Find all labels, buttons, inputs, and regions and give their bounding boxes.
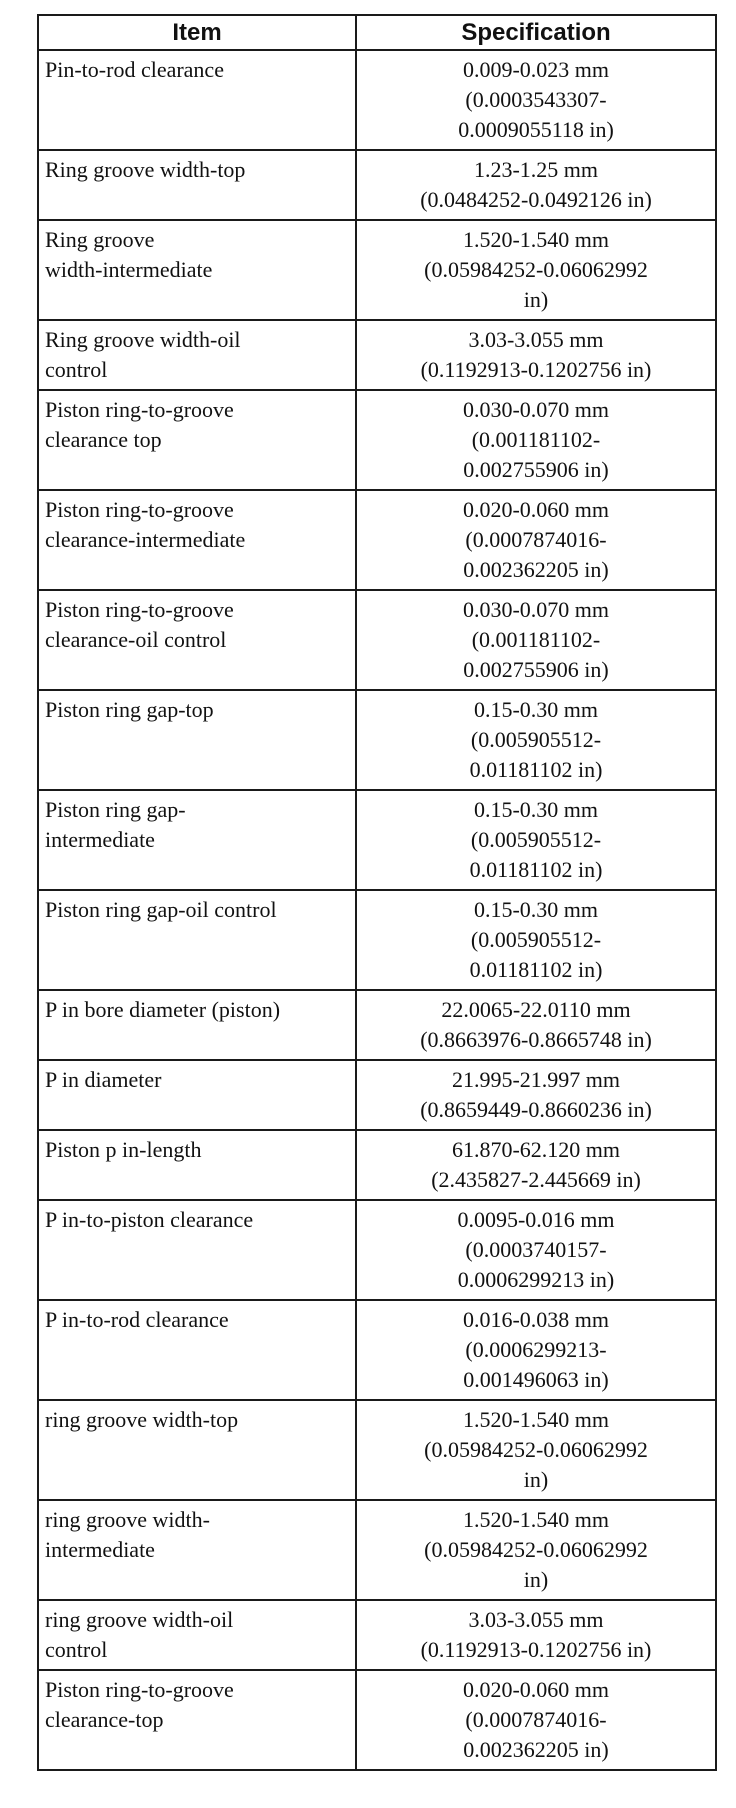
item-cell-line: clearance-intermediate [45,527,246,552]
item-cell-line: width-intermediate [45,257,213,282]
table-row [38,50,716,150]
spec-cell-line: 0.002755906 in) [463,457,609,482]
spec-cell-line: 0.001496063 in) [463,1367,609,1392]
table-row [38,320,716,390]
spec-cell [356,150,716,220]
spec-cell [356,1200,716,1300]
item-cell [38,1200,356,1300]
spec-cell [356,1130,716,1200]
spec-cell-line: 1.520-1.540 mm [462,1507,610,1532]
spec-cell-line: (0.1192913-0.1202756 in) [420,1637,652,1662]
spec-cell-line: (0.001181102- [471,427,601,452]
spec-cell-line: 0.030-0.070 mm [462,597,610,622]
item-cell [38,150,356,220]
spec-cell-line: 0.01181102 in) [469,957,603,982]
table-row [38,1670,716,1770]
item-cell-line: Piston ring-to-groove [45,597,234,622]
item-cell-line: P in-to-piston clearance [45,1207,254,1232]
spec-cell-line: 3.03-3.055 mm [468,1607,604,1632]
table-row [38,990,716,1060]
item-cell-line: Ring groove [45,227,155,252]
spec-cell-line: 3.03-3.055 mm [468,327,604,352]
item-cell-line: ring groove width- [45,1507,210,1532]
item-cell-line: clearance-top [45,1707,164,1732]
table-row [38,390,716,490]
item-cell [38,1060,356,1130]
spec-cell [356,590,716,690]
item-cell-line: Piston p in-length [45,1137,202,1162]
table-row [38,1060,716,1130]
table-row [38,490,716,590]
item-cell [38,1400,356,1500]
spec-cell [356,1500,716,1600]
spec-cell-line: in) [523,1567,549,1592]
spec-cell-line: (0.0007874016- [465,1707,607,1732]
item-cell-line: clearance top [45,427,162,452]
table-row [38,1500,716,1600]
item-cell-line: Piston ring gap-oil control [45,897,277,922]
table-body [38,50,716,1770]
item-cell [38,790,356,890]
table-row [38,220,716,320]
spec-cell-line: 0.002362205 in) [463,557,609,582]
spec-cell [356,990,716,1060]
spec-cell-line: (0.0006299213- [465,1337,607,1362]
spec-cell-line: (0.0484252-0.0492126 in) [420,187,652,212]
spec-cell-line: (0.005905512- [470,827,602,852]
item-cell [38,320,356,390]
item-cell-line: control [45,1637,108,1662]
table-row [38,1130,716,1200]
spec-cell [356,1060,716,1130]
item-cell-line: Ring groove width-top [45,157,246,182]
spec-cell-line: (0.005905512- [470,927,602,952]
item-cell-line: control [45,357,108,382]
table-row [38,1600,716,1670]
item-cell-line: Piston ring gap- [45,797,186,822]
item-cell [38,50,356,150]
item-cell [38,590,356,690]
spec-cell [356,220,716,320]
spec-cell [356,890,716,990]
spec-cell-line: 21.995-21.997 mm [451,1067,621,1092]
item-cell [38,890,356,990]
spec-cell-line: (0.005905512- [470,727,602,752]
spec-cell-line: 0.0006299213 in) [457,1267,615,1292]
spec-cell [356,320,716,390]
spec-cell-line: 0.002755906 in) [463,657,609,682]
item-cell [38,1130,356,1200]
item-cell-line: P in diameter [45,1067,162,1092]
table-row [38,690,716,790]
item-cell [38,1600,356,1670]
item-cell-line: Pin-to-rod clearance [45,57,224,82]
spec-cell-line: (0.001181102- [471,627,601,652]
spec-cell [356,50,716,150]
spec-cell-line: in) [523,287,549,312]
spec-cell-line: 0.020-0.060 mm [462,1677,610,1702]
spec-cell-line: 1.520-1.540 mm [462,227,610,252]
item-cell [38,220,356,320]
item-cell-line: Ring groove width-oil [45,327,241,352]
table-row [38,590,716,690]
item-cell-line: ring groove width-top [45,1407,239,1432]
spec-cell-line: 0.009-0.023 mm [462,57,610,82]
table-row [38,1300,716,1400]
spec-cell-line: (0.1192913-0.1202756 in) [420,357,652,382]
spec-table [37,14,717,1771]
spec-cell-line: 0.01181102 in) [469,857,603,882]
spec-cell-line: (0.8659449-0.8660236 in) [420,1097,652,1122]
spec-cell-line: (0.0003740157- [465,1237,607,1262]
spec-cell-line: 0.0095-0.016 mm [457,1207,615,1232]
item-cell-line: ring groove width-oil [45,1607,234,1632]
spec-cell-line: 0.01181102 in) [469,757,603,782]
table-row [38,1400,716,1500]
table-row [38,150,716,220]
item-cell-line: intermediate [45,827,155,852]
spec-cell-line: (0.8663976-0.8665748 in) [420,1027,652,1052]
spec-cell [356,1400,716,1500]
spec-cell-line: 61.870-62.120 mm [451,1137,621,1162]
item-cell-line: Piston ring-to-groove [45,1677,234,1702]
spec-cell-line: in) [523,1467,549,1492]
item-cell-line: intermediate [45,1537,155,1562]
item-cell [38,390,356,490]
spec-cell-line: (0.0003543307- [465,87,607,112]
spec-cell-line: (0.05984252-0.06062992 [424,1537,648,1562]
item-cell [38,1300,356,1400]
spec-cell-line: 0.030-0.070 mm [462,397,610,422]
spec-cell [356,1300,716,1400]
table-row [38,1200,716,1300]
spec-cell-line: (0.0007874016- [465,527,607,552]
item-cell-line: P in-to-rod clearance [45,1307,229,1332]
spec-cell [356,790,716,890]
spec-cell [356,390,716,490]
spec-cell-line: 22.0065-22.0110 mm [441,997,631,1022]
spec-cell-line: 0.15-0.30 mm [473,897,599,922]
header-specification: Specification [356,15,716,50]
spec-cell [356,490,716,590]
item-cell-line: Piston ring gap-top [45,697,214,722]
spec-cell-line: (0.05984252-0.06062992 [424,1437,648,1462]
item-cell [38,990,356,1060]
spec-cell-line: 1.23-1.25 mm [473,157,599,182]
spec-cell-line: 0.002362205 in) [463,1737,609,1762]
spec-cell-line: 0.016-0.038 mm [462,1307,610,1332]
item-cell-line: clearance-oil control [45,627,227,652]
spec-cell-line: 0.020-0.060 mm [462,497,610,522]
item-cell [38,1500,356,1600]
spec-cell-line: (0.05984252-0.06062992 [424,257,648,282]
spec-cell [356,690,716,790]
spec-cell-line: 0.15-0.30 mm [473,797,599,822]
spec-cell-line: 0.0009055118 in) [458,117,614,142]
spec-cell-line: (2.435827-2.445669 in) [431,1167,641,1192]
item-cell-line: P in bore diameter (piston) [45,997,281,1022]
header-item: Item [38,15,356,50]
spec-cell [356,1600,716,1670]
spec-cell-line: 0.15-0.30 mm [473,697,599,722]
item-cell-line: Piston ring-to-groove [45,497,234,522]
item-cell [38,1670,356,1770]
spec-cell [356,1670,716,1770]
table-row [38,890,716,990]
table-row [38,790,716,890]
item-cell [38,490,356,590]
item-cell [38,690,356,790]
header-row [38,15,716,50]
spec-cell-line: 1.520-1.540 mm [462,1407,610,1432]
item-cell-line: Piston ring-to-groove [45,397,234,422]
